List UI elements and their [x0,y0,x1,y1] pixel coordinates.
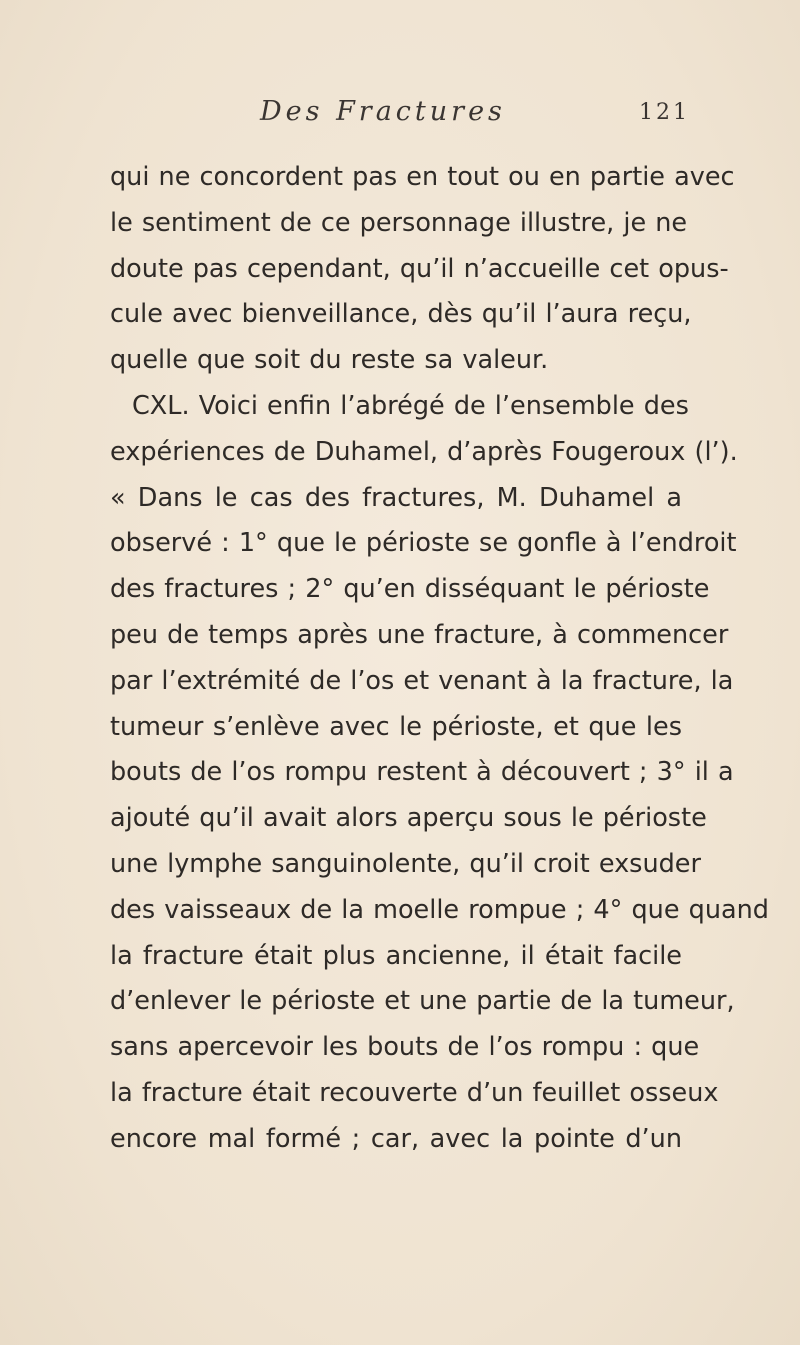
text-line: encore mal formé ; car, avec la pointe d’un [110,1123,682,1154]
text-line: CXL. Voici enfin l’abrégé de l’ensemble des [132,390,689,421]
text-line: des fractures ; 2° qu’en disséquant le périoste [110,574,710,605]
text-line: « Dans le cas des fractures, M. Duhamel a [110,482,682,513]
text-line: une lymphe sanguinolente, qu’il croit exsuder [110,848,701,879]
text-line: le sentiment de ce personnage illustre, je ne [110,207,688,238]
text-line: tumeur s’enlève avec le périoste, et que les [110,711,682,742]
text-line: sans apercevoir les bouts de l’os rompu : que [110,1032,700,1063]
text-line: des vaisseaux de la moelle rompue ; 4° que quand [110,894,769,925]
text-line: cule avec bienveillance, dès qu’il l’aura reçu, [110,299,692,330]
text-line: observé : 1° que le périoste se gonfle à l’endroit [110,528,737,559]
text-line: peu de temps après une fracture, à commencer [110,619,729,650]
running-title: Des Fractures [260,96,506,127]
text-line: par l’extrémité de l’os et venant à la fracture, la [110,665,734,696]
text-line: d’enlever le périoste et une partie de la tumeur, [110,986,735,1017]
text-line: ajouté qu’il avait alors aperçu sous le périoste [110,803,707,834]
text-line: expériences de Duhamel, d’après Fougeroux (l’). [110,436,738,467]
body-text [110,155,769,1163]
text-line: bouts de l’os rompu restent à découvert ; 3° il a [110,757,734,788]
page-number: 121 [639,100,690,125]
text-line: qui ne concordent pas en tout ou en partie avec [110,162,735,192]
text-line: la fracture était plus ancienne, il était facile [110,940,682,971]
text-line: quelle que soit du reste sa valeur. [110,345,549,376]
text-line: doute pas cependant, qu’il n’accueille cet opus- [110,253,729,284]
text-line: la fracture était recouverte d’un feuillet osseux [110,1077,719,1108]
page-header [110,96,690,136]
